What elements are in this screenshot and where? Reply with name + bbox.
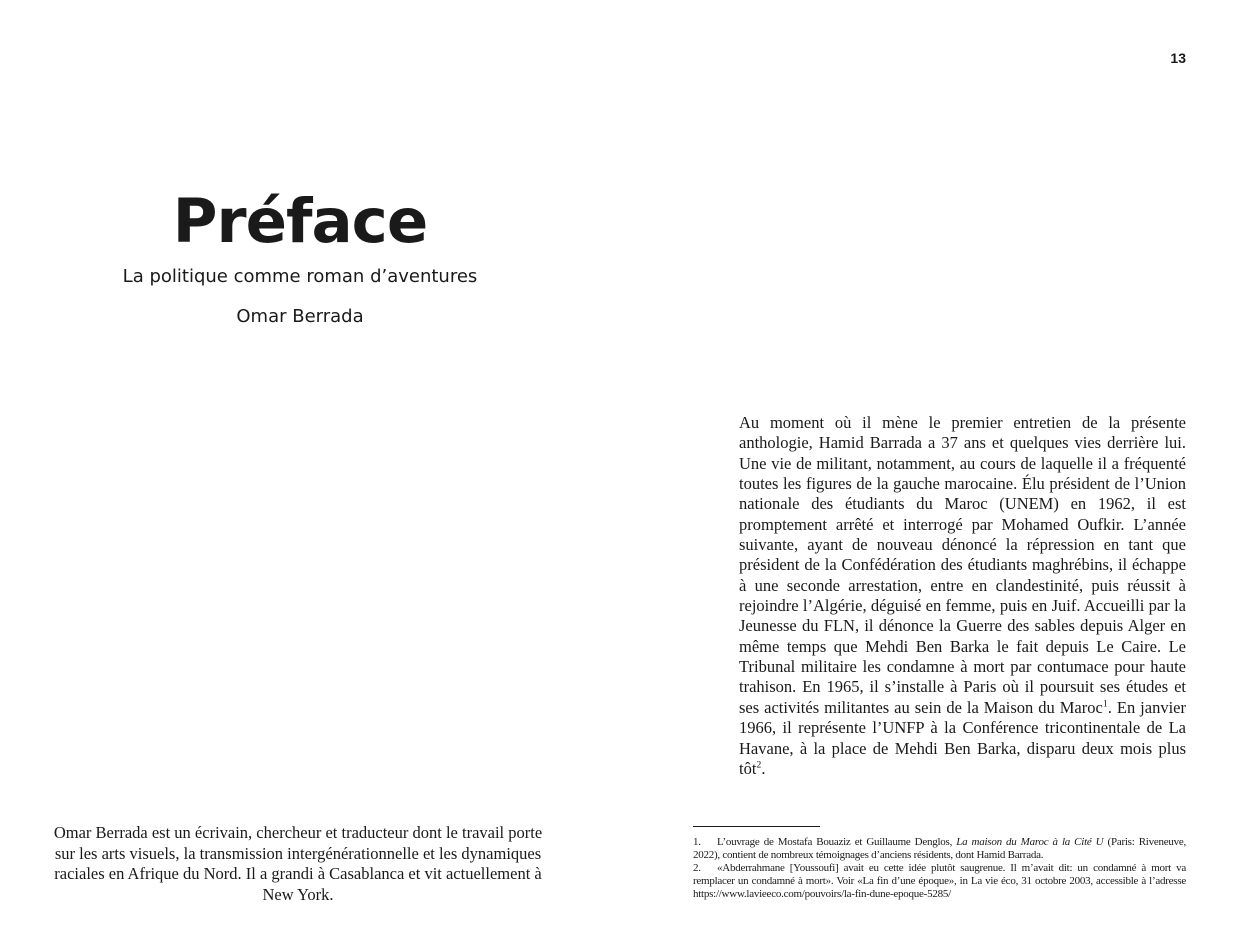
footnote-text: «Abderrahmane [Youssoufi] avait eu cette idée plutôt saugrenue. Il m’avait dit: un condamné à mort va remplacer un condamné à mort». Voir «La fin d’une époque», in La vie éco, 31 octobre 2003, accessible à l’adresse https://www.lavieeco.com/pouvoirs/la-fin-dune-epoque-5285/ xyxy=(693,862,1186,900)
footnote-ref-2: 2 xyxy=(756,759,762,771)
author-name: Omar Berrada xyxy=(236,306,364,327)
footnote-number: 1. xyxy=(693,836,701,848)
footnote-2 xyxy=(693,862,1186,901)
author-bio: Omar Berrada est un écrivain, chercheur et traducteur dont le travail porte sur les arts visuels, la transmission intergénérationnelle et les dynamiques raciales en Afrique du Nord. Il a grandi à Casablanca et vit actuellement à New York. xyxy=(53,823,543,904)
footnotes xyxy=(693,836,1186,901)
body-paragraph xyxy=(739,413,1186,779)
footnote-1 xyxy=(693,836,1186,862)
footnote-number: 2. xyxy=(693,862,701,874)
chapter-subtitle: La politique comme roman d’aventures xyxy=(122,266,478,287)
footnote-text: (Paris: Riveneuve, 2022), contient de nombreux témoignages d’anciens résidents, dont Hamid Barrada. xyxy=(693,836,1186,861)
footnote-book-title: La maison du Maroc à la Cité U xyxy=(956,836,1104,848)
page-title: Préface xyxy=(172,186,428,257)
body-text-part1: Au moment où il mène le premier entretien de la présente anthologie, Hamid Barrada a 37 ans et quelques vies derrière lui. Une vie de militant, notamment, au cours de laquelle il a fréquenté toutes les figures de la gauche marocaine. Élu président de l’Union nationale des étudiants du Maroc (UNEM) en 1962, il est promptement arrêté et interrogé par Mohamed Oufkir. L’année suivante, ayant de nouveau dénoncé la répression en tant que président de la Confédération des étudiants maghrébins, il échappe à une seconde arrestation, entre en clandestinité, puis réussit à rejoindre l’Algérie, déguisé en femme, puis en Juif. Accueilli par la Jeunesse du FLN, il dénonce la Guerre des sables depuis Alger en même temps que Mehdi Ben Barka le fait depuis Le Caire. Le Tribunal militaire les condamne à mort par contumace pour haute trahison. En 1965, il s’installe à Paris où il poursuit ses études et ses activités militantes au sein de la Maison du Maroc xyxy=(739,413,1186,717)
footnote-ref-1: 1 xyxy=(1102,698,1108,710)
footnote-divider xyxy=(693,826,820,827)
page-number: 13 xyxy=(1170,50,1186,66)
body-text-part2: . En janvier 1966, il représente l’UNFP à la Conférence tricontinentale de La Havane, à la place de Mehdi Ben Barka, disparu deux mois plus tôt xyxy=(739,697,1186,778)
body-text-part3: . xyxy=(761,758,766,778)
footnote-text: L’ouvrage de Mostafa Bouaziz et Guillaume Denglos, xyxy=(717,836,957,848)
